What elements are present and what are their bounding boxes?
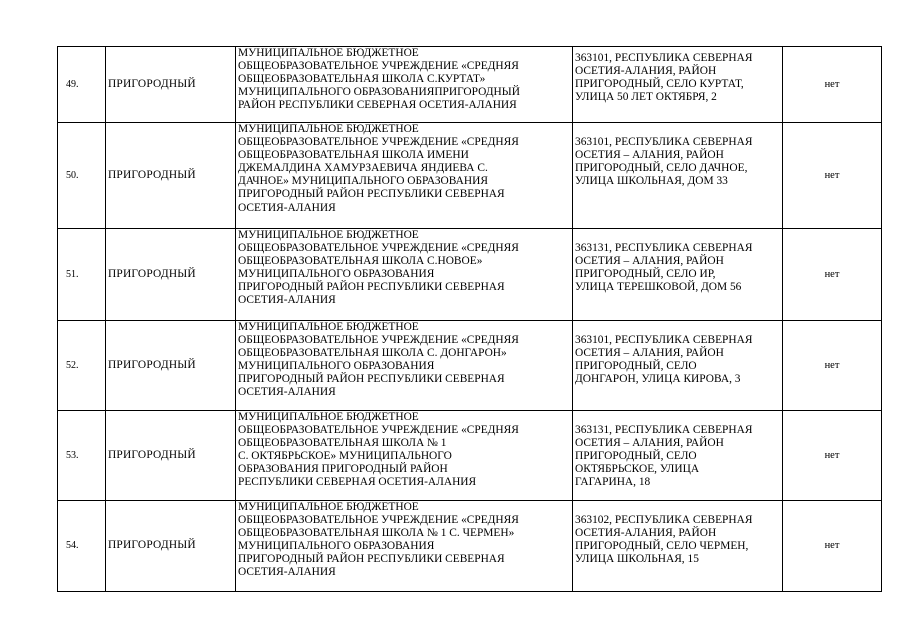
- row-number: 49.: [58, 47, 106, 123]
- address-cell: [573, 501, 783, 592]
- address-line: ОСЕТИЯ – АЛАНИЯ, РАЙОН: [575, 437, 724, 450]
- address-line: 363131, РЕСПУБЛИКА СЕВЕРНАЯ: [575, 242, 753, 254]
- address-cell: [573, 321, 783, 411]
- school-name-line: МУНИЦИПАЛЬНОЕ БЮДЖЕТНОЕ: [238, 123, 419, 135]
- schools-table: [57, 46, 882, 592]
- address-line: 363131, РЕСПУБЛИКА СЕВЕРНАЯ: [575, 424, 753, 436]
- address-line: ГАГАРИНА, 18: [575, 476, 651, 489]
- school-name-line: ДЖЕМАЛДИНА ХАМУРЗАЕВИЧА ЯНДИЕВА С.: [238, 162, 488, 175]
- address-line: ОСЕТИЯ – АЛАНИЯ, РАЙОН: [575, 347, 724, 360]
- school-name-line: ПРИГОРОДНЫЙ РАЙОН РЕСПУБЛИКИ СЕВЕРНАЯ: [238, 281, 505, 294]
- school-name-line: МУНИЦИПАЛЬНОГО ОБРАЗОВАНИЯПРИГОРОДНЫЙ: [238, 86, 520, 99]
- school-name-line: МУНИЦИПАЛЬНОЕ БЮДЖЕТНОЕ: [238, 321, 419, 333]
- address-line: ПРИГОРОДНЫЙ, СЕЛО ЧЕРМЕН,: [575, 540, 749, 553]
- school-name-line: ОБЩЕОБРАЗОВАТЕЛЬНОЕ УЧРЕЖДЕНИЕ «СРЕДНЯЯ: [238, 136, 519, 149]
- school-name-line: ОБЩЕОБРАЗОВАТЕЛЬНАЯ ШКОЛА С.КУРТАТ»: [238, 73, 486, 86]
- table-row: [58, 229, 882, 321]
- school-name-line: ОБЩЕОБРАЗОВАТЕЛЬНОЕ УЧРЕЖДЕНИЕ «СРЕДНЯЯ: [238, 60, 519, 73]
- flag-cell: нет: [783, 321, 882, 411]
- school-name-line: ПРИГОРОДНЫЙ РАЙОН РЕСПУБЛИКИ СЕВЕРНАЯ: [238, 553, 505, 566]
- school-name-line: ОСЕТИЯ-АЛАНИЯ: [238, 386, 336, 399]
- address-line: ПРИГОРОДНЫЙ, СЕЛО: [575, 450, 697, 463]
- school-name-line: ОБЩЕОБРАЗОВАТЕЛЬНОЕ УЧРЕЖДЕНИЕ «СРЕДНЯЯ: [238, 424, 519, 437]
- address-line: УЛИЦА ШКОЛЬНАЯ, ДОМ 33: [575, 175, 728, 188]
- address-line: УЛИЦА 50 ЛЕТ ОКТЯБРЯ, 2: [575, 91, 717, 104]
- district-cell: ПРИГОРОДНЫЙ: [106, 123, 236, 229]
- flag-cell: нет: [783, 123, 882, 229]
- address-cell: [573, 229, 783, 321]
- school-name-line: ОБЩЕОБРАЗОВАТЕЛЬНАЯ ШКОЛА № 1: [238, 437, 447, 450]
- address-cell: [573, 47, 783, 123]
- school-name-line: С. ОКТЯБРЬСКОЕ» МУНИЦИПАЛЬНОГО: [238, 450, 452, 463]
- table-row: [58, 411, 882, 501]
- address-line: ПРИГОРОДНЫЙ, СЕЛО ИР,: [575, 268, 716, 281]
- address-line: 363101, РЕСПУБЛИКА СЕВЕРНАЯ: [575, 52, 753, 64]
- row-number: 50.: [58, 123, 106, 229]
- address-line: ОКТЯБРЬСКОЕ, УЛИЦА: [575, 463, 700, 476]
- school-name-line: ОСЕТИЯ-АЛАНИЯ: [238, 566, 336, 579]
- school-name-line: ОБЩЕОБРАЗОВАТЕЛЬНОЕ УЧРЕЖДЕНИЕ «СРЕДНЯЯ: [238, 514, 519, 527]
- address-line: 363102, РЕСПУБЛИКА СЕВЕРНАЯ: [575, 514, 753, 526]
- address-block: [575, 321, 782, 386]
- school-name-line: ОБРАЗОВАНИЯ ПРИГОРОДНЫЙ РАЙОН: [238, 463, 448, 476]
- row-number: 54.: [58, 501, 106, 592]
- address-line: ПРИГОРОДНЫЙ, СЕЛО: [575, 360, 697, 373]
- school-name-line: МУНИЦИПАЛЬНОГО ОБРАЗОВАНИЯ: [238, 540, 435, 553]
- address-line: 363101, РЕСПУБЛИКА СЕВЕРНАЯ: [575, 334, 753, 346]
- row-number: 52.: [58, 321, 106, 411]
- row-number: 51.: [58, 229, 106, 321]
- school-name-cell: [236, 321, 573, 411]
- address-block: [575, 501, 782, 566]
- address-line: ПРИГОРОДНЫЙ, СЕЛО ДАЧНОЕ,: [575, 162, 748, 175]
- school-name-line: ОБЩЕОБРАЗОВАТЕЛЬНАЯ ШКОЛА № 1 С. ЧЕРМЕН»: [238, 527, 515, 540]
- school-name-line: ОБЩЕОБРАЗОВАТЕЛЬНОЕ УЧРЕЖДЕНИЕ «СРЕДНЯЯ: [238, 242, 519, 255]
- district-cell: ПРИГОРОДНЫЙ: [106, 321, 236, 411]
- flag-cell: нет: [783, 501, 882, 592]
- school-name-line: ОБЩЕОБРАЗОВАТЕЛЬНАЯ ШКОЛА С. ДОНГАРОН»: [238, 347, 507, 360]
- row-number: 53.: [58, 411, 106, 501]
- school-name-cell: [236, 229, 573, 321]
- address-cell: [573, 411, 783, 501]
- address-block: [575, 47, 782, 104]
- school-name-line: МУНИЦИПАЛЬНОЕ БЮДЖЕТНОЕ: [238, 501, 419, 513]
- school-name-line: МУНИЦИПАЛЬНОЕ БЮДЖЕТНОЕ: [238, 47, 419, 59]
- school-name-line: ОБЩЕОБРАЗОВАТЕЛЬНАЯ ШКОЛА ИМЕНИ: [238, 149, 469, 162]
- address-block: [575, 411, 782, 489]
- school-name-line: ОБЩЕОБРАЗОВАТЕЛЬНАЯ ШКОЛА С.НОВОЕ»: [238, 255, 483, 268]
- school-name-line: МУНИЦИПАЛЬНОГО ОБРАЗОВАНИЯ: [238, 360, 435, 373]
- school-name-line: МУНИЦИПАЛЬНОГО ОБРАЗОВАНИЯ: [238, 268, 435, 281]
- district-cell: ПРИГОРОДНЫЙ: [106, 501, 236, 592]
- school-name-line: ОБЩЕОБРАЗОВАТЕЛЬНОЕ УЧРЕЖДЕНИЕ «СРЕДНЯЯ: [238, 334, 519, 347]
- address-block: [575, 229, 782, 294]
- address-line: ОСЕТИЯ – АЛАНИЯ, РАЙОН: [575, 255, 724, 268]
- address-line: ПРИГОРОДНЫЙ, СЕЛО КУРТАТ,: [575, 78, 744, 91]
- school-name-line: МУНИЦИПАЛЬНОЕ БЮДЖЕТНОЕ: [238, 229, 419, 241]
- school-name-line: ОСЕТИЯ-АЛАНИЯ: [238, 201, 336, 214]
- school-name-cell: [236, 47, 573, 123]
- address-line: ОСЕТИЯ-АЛАНИЯ, РАЙОН: [575, 65, 717, 78]
- school-name-cell: [236, 501, 573, 592]
- school-name-cell: [236, 411, 573, 501]
- school-name-line: ПРИГОРОДНЫЙ РАЙОН РЕСПУБЛИКИ СЕВЕРНАЯ: [238, 373, 505, 386]
- address-line: УЛИЦА ШКОЛЬНАЯ, 15: [575, 553, 699, 566]
- table-row: [58, 123, 882, 229]
- address-line: ОСЕТИЯ – АЛАНИЯ, РАЙОН: [575, 149, 724, 162]
- table-row: [58, 321, 882, 411]
- school-name-line: МУНИЦИПАЛЬНОЕ БЮДЖЕТНОЕ: [238, 411, 419, 423]
- district-cell: ПРИГОРОДНЫЙ: [106, 47, 236, 123]
- school-name-cell: [236, 123, 573, 229]
- address-line: УЛИЦА ТЕРЕШКОВОЙ, ДОМ 56: [575, 281, 742, 294]
- school-name-line: РАЙОН РЕСПУБЛИКИ СЕВЕРНАЯ ОСЕТИЯ-АЛАНИЯ: [238, 99, 517, 112]
- district-cell: ПРИГОРОДНЫЙ: [106, 411, 236, 501]
- school-name-line: РЕСПУБЛИКИ СЕВЕРНАЯ ОСЕТИЯ-АЛАНИЯ: [238, 476, 477, 489]
- school-name-line: ОСЕТИЯ-АЛАНИЯ: [238, 294, 336, 307]
- flag-cell: нет: [783, 411, 882, 501]
- table-row: [58, 501, 882, 592]
- school-name-line: ПРИГОРОДНЫЙ РАЙОН РЕСПУБЛИКИ СЕВЕРНАЯ: [238, 188, 505, 201]
- address-line: ОСЕТИЯ-АЛАНИЯ, РАЙОН: [575, 527, 717, 540]
- address-line: 363101, РЕСПУБЛИКА СЕВЕРНАЯ: [575, 136, 753, 148]
- address-line: ДОНГАРОН, УЛИЦА КИРОВА, 3: [575, 373, 741, 386]
- table-row: [58, 47, 882, 123]
- district-cell: ПРИГОРОДНЫЙ: [106, 229, 236, 321]
- address-block: [575, 123, 782, 188]
- school-name-line: ДАЧНОЕ» МУНИЦИПАЛЬНОГО ОБРАЗОВАНИЯ: [238, 175, 488, 188]
- address-cell: [573, 123, 783, 229]
- flag-cell: нет: [783, 229, 882, 321]
- table-body: [58, 47, 882, 592]
- flag-cell: нет: [783, 47, 882, 123]
- schools-table-wrapper: [57, 46, 882, 592]
